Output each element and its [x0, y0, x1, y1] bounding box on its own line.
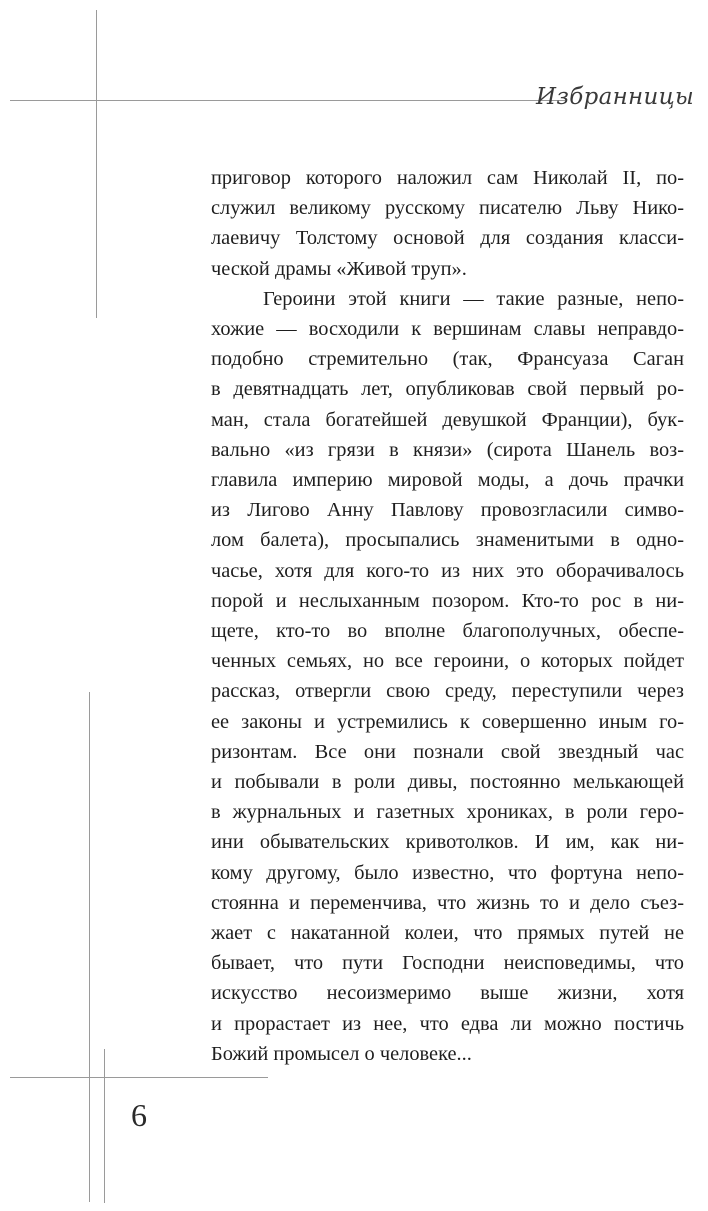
text-line: лом балета), просыпались знаменитыми в одно-	[211, 529, 684, 552]
text-line: порой и неслыханным позором. Кто-то рос в ни-	[211, 589, 684, 612]
text-line: ченных семьях, но все героини, о которых пойдет	[211, 650, 684, 673]
text-line: и прорастает из нее, что едва ли можно постичь	[211, 1012, 684, 1035]
page-number: 6	[131, 1097, 147, 1133]
text-line: ман, стала богатейшей девушкой Франции), бук-	[211, 408, 684, 431]
body-text	[211, 163, 684, 1069]
text-line: стоянна и переменчива, что жизнь то и дело съез-	[211, 891, 684, 914]
footer-rule-horizontal	[10, 1077, 268, 1078]
text-line: главила империю мировой моды, а дочь прачки	[211, 469, 684, 492]
text-line: хожие — восходили к вершинам славы неправдо-	[211, 318, 684, 341]
text-line: Героини этой книги — такие разные, непо-	[263, 287, 684, 310]
text-line: подобно стремительно (так, Франсуаза Саган	[211, 348, 684, 371]
text-line: из Лигово Анну Павлову провозгласили симво-	[211, 499, 684, 522]
inner-rule-vertical	[104, 1049, 105, 1203]
text-line: жает с накатанной колеи, что прямых путей не	[211, 922, 684, 945]
top-rule-vertical	[96, 10, 97, 318]
text-line: в журнальных и газетных хрониках, в роли геро-	[211, 801, 684, 824]
text-line: ини обывательских кривотолков. И им, как ни-	[211, 831, 684, 854]
text-line: часье, хотя для кого-то из них это оборачивалось	[211, 559, 684, 582]
text-line: приговор которого наложил сам Николай II, по-	[211, 167, 684, 189]
text-line: вально «из грязи в князи» (сирота Шанель воз-	[211, 438, 684, 461]
text-line: и побывали в роли дивы, постоянно мелькающей	[211, 771, 684, 794]
text-line: кому другому, было известно, что фортуна непо-	[211, 861, 684, 884]
text-line: щете, кто-то во вполне благополучных, обеспе-	[211, 620, 684, 643]
text-line: ее законы и устремились к совершенно иным го-	[211, 710, 684, 733]
text-line: искусство несоизмеримо выше жизни, хотя	[211, 982, 684, 1005]
running-header-title: Избранницы	[536, 84, 694, 110]
text-line: ризонтам. Все они познали свой звездный час	[211, 740, 684, 763]
text-line: служил великому русскому писателю Льву Нико-	[211, 197, 684, 220]
left-rule-vertical	[89, 692, 90, 1202]
text-line: ческой драмы «Живой труп».	[211, 257, 467, 280]
text-line: в девятнадцать лет, опубликовав свой первый ро-	[211, 378, 684, 401]
text-line: лаевичу Толстому основой для создания класси-	[211, 227, 684, 250]
text-line: бывает, что пути Господни неисповедимы, что	[211, 952, 684, 975]
text-line: Божий промысел о человеке...	[211, 1042, 472, 1065]
text-line: рассказ, отвергли свою среду, переступили через	[211, 680, 684, 703]
header-rule-horizontal	[10, 100, 565, 101]
